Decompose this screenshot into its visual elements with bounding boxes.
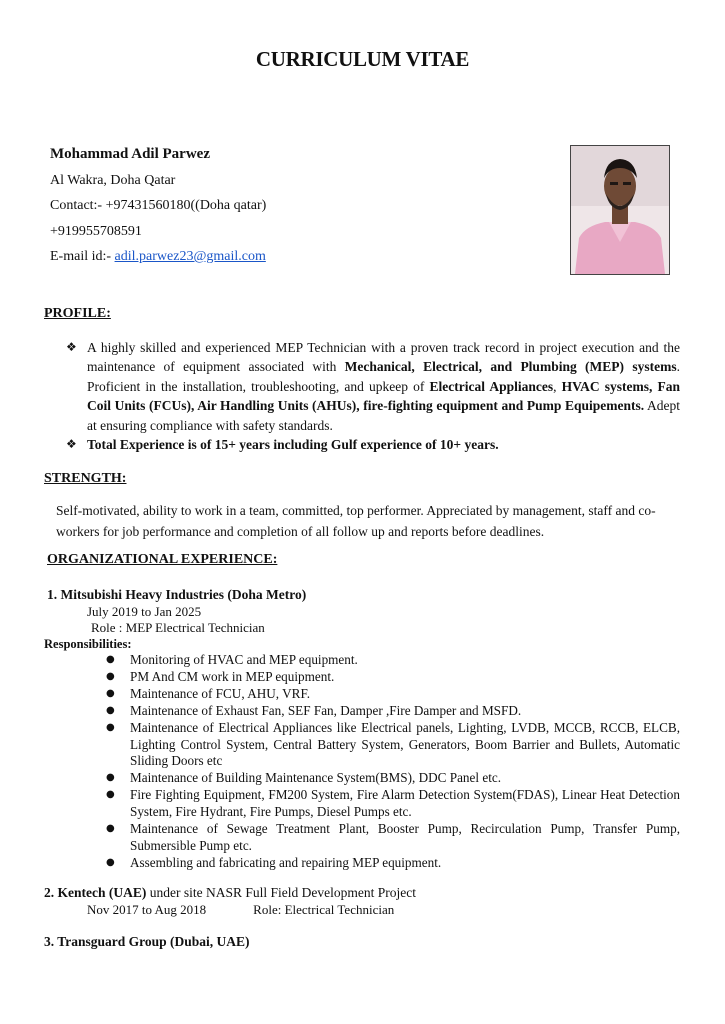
organizational-heading: ORGANIZATIONAL EXPERIENCE: xyxy=(47,552,278,567)
list-item: ● Fire Fighting Equipment, FM200 System, Fire Alarm Detection System(FDAS), Linear Heat Detection System, Fire Hydrant, Fire Pumps, Diesel Pumps etc. xyxy=(130,787,680,821)
strength-heading: STRENGTH: xyxy=(44,471,127,486)
profile-summary: ❖ A highly skilled and experienced MEP Technician with a proven track record in project execution and the maintenance of equipment associated with Mechanical, Electrical, and Plumbing (MEP) systems. Proficient in the installation, troubleshooting, and upkeep of Electrical Appliances, HVAC systems, Fan Coil Units (FCUs), Air Handling Units (AHUs), fire-fighting equipment and Pump Equipements. Adept at ensuring compliance with safety standards. xyxy=(66,338,680,435)
phone-qatar: Contact:- +97431560180((Doha qatar) xyxy=(50,198,267,213)
responsibilities-list xyxy=(44,652,680,872)
phone-india: +919955708591 xyxy=(50,223,142,239)
job-1 xyxy=(44,586,684,872)
job-2-period: Nov 2017 to Aug 2018 xyxy=(87,902,207,917)
list-item: ● Maintenance of Exhaust Fan, SEF Fan, Damper ,Fire Damper and MSFD. xyxy=(130,703,680,720)
candidate-name: Mohammad Adil Parwez xyxy=(50,146,210,162)
list-item: ● Monitoring of HVAC and MEP equipment. xyxy=(130,652,680,669)
profile-experience: ❖ Total Experience is of 15+ years including Gulf experience of 10+ years. xyxy=(66,435,680,454)
contact-block xyxy=(50,142,266,270)
job-3-heading: 3. Transguard Group (Dubai, UAE) xyxy=(44,934,250,949)
job-1-period: July 2019 to Jan 2025 xyxy=(87,604,202,619)
list-item: ● Maintenance of FCU, AHU, VRF. xyxy=(130,686,680,703)
job-1-role: Role : MEP Electrical Technician xyxy=(91,620,265,635)
profile-list xyxy=(66,338,680,454)
job-2-role: Role: Electrical Technician xyxy=(253,902,395,917)
job-2-meta xyxy=(44,902,684,918)
email-label: E-mail id:- xyxy=(50,249,115,264)
job-1-heading: 1. Mitsubishi Heavy Industries (Doha Metro) xyxy=(47,587,307,602)
email-link[interactable]: adil.parwez23@gmail.com xyxy=(114,249,266,264)
job-2-heading: 2. Kentech (UAE) under site NASR Full Field Development Project xyxy=(44,885,416,900)
list-item: ● Assembling and fabricating and repairing MEP equipment. xyxy=(130,855,680,872)
person-photo-icon xyxy=(571,146,669,274)
job-3 xyxy=(44,934,684,950)
job-2 xyxy=(44,884,684,918)
responsibilities-label: Responsibilities: xyxy=(44,637,132,651)
email-line xyxy=(50,244,266,270)
list-item: ● Maintenance of Building Maintenance System(BMS), DDC Panel etc. xyxy=(130,770,680,787)
address: Al Wakra, Doha Qatar xyxy=(50,172,176,188)
document-title: CURRICULUM VITAE xyxy=(255,47,470,71)
list-item: ● Maintenance of Sewage Treatment Plant, Booster Pump, Recirculation Pump, Transfer Pump, Submersible Pump etc. xyxy=(130,821,680,855)
list-item: ● PM And CM work in MEP equipment. xyxy=(130,669,680,686)
list-item: ● Maintenance of Electrical Appliances like Electrical panels, Lighting, LVDB, MCCB, RCCB, ELCB, Lighting Control System, Central Battery System, Generators, Boom Barrier and Bullets, Automatic Sliding Doors etc xyxy=(130,720,680,771)
profile-heading: PROFILE: xyxy=(44,306,111,321)
strength-text: Self-motivated, ability to work in a team, committed, top performer. Appreciated by management, staff and co-workers for job performance and completion of all follow up and reports before deadlines. xyxy=(56,503,656,539)
profile-photo xyxy=(570,145,670,275)
